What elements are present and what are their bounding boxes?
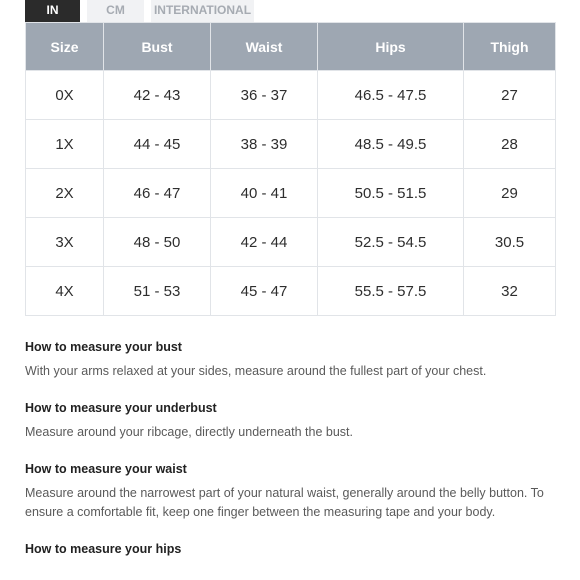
tab-in[interactable]: IN [25, 0, 80, 22]
guide-title: How to measure your underbust [25, 401, 217, 415]
measurement-guide [25, 338, 560, 576]
cell-bust: 48 - 50 [104, 218, 211, 267]
cell-thigh: 29 [464, 169, 556, 218]
cell-hips: 52.5 - 54.5 [318, 218, 464, 267]
guide-item-underbust [25, 399, 560, 442]
header-bust: Bust [104, 23, 211, 71]
cell-thigh: 30.5 [464, 218, 556, 267]
cell-hips: 48.5 - 49.5 [318, 120, 464, 169]
cell-hips: 55.5 - 57.5 [318, 267, 464, 316]
header-hips: Hips [318, 23, 464, 71]
table-header-row [26, 23, 556, 71]
cell-thigh: 28 [464, 120, 556, 169]
cell-thigh: 32 [464, 267, 556, 316]
table-row [26, 218, 556, 267]
size-chart-table [25, 22, 556, 316]
table-row [26, 120, 556, 169]
cell-waist: 40 - 41 [211, 169, 318, 218]
table-row [26, 267, 556, 316]
cell-hips: 46.5 - 47.5 [318, 71, 464, 120]
cell-bust: 42 - 43 [104, 71, 211, 120]
cell-waist: 38 - 39 [211, 120, 318, 169]
cell-hips: 50.5 - 51.5 [318, 169, 464, 218]
table-row [26, 169, 556, 218]
guide-title: How to measure your hips [25, 542, 182, 556]
guide-text: Measure around your ribcage, directly underneath the bust. [25, 425, 353, 439]
guide-text: With your arms relaxed at your sides, measure around the fullest part of your chest. [25, 364, 487, 378]
cell-size: 1X [26, 120, 104, 169]
cell-waist: 45 - 47 [211, 267, 318, 316]
header-waist: Waist [211, 23, 318, 71]
header-thigh: Thigh [464, 23, 556, 71]
guide-item-waist [25, 460, 560, 522]
cell-waist: 36 - 37 [211, 71, 318, 120]
cell-thigh: 27 [464, 71, 556, 120]
cell-size: 0X [26, 71, 104, 120]
table-row [26, 71, 556, 120]
guide-title: How to measure your bust [25, 340, 182, 354]
cell-bust: 46 - 47 [104, 169, 211, 218]
cell-bust: 51 - 53 [104, 267, 211, 316]
tab-cm[interactable]: CM [87, 0, 144, 22]
cell-size: 3X [26, 218, 104, 267]
cell-size: 4X [26, 267, 104, 316]
cell-bust: 44 - 45 [104, 120, 211, 169]
guide-title: How to measure your waist [25, 462, 187, 476]
tab-international[interactable]: INTERNATIONAL [151, 0, 254, 22]
cell-waist: 42 - 44 [211, 218, 318, 267]
header-size: Size [26, 23, 104, 71]
unit-tabs [25, 0, 254, 22]
cell-size: 2X [26, 169, 104, 218]
guide-item-hips [25, 540, 560, 558]
guide-text: Measure around the narrowest part of your natural waist, generally around the belly button. To ensure a comfortable fit, keep one finger between the measuring tape and your body. [25, 486, 544, 519]
guide-item-bust [25, 338, 560, 381]
